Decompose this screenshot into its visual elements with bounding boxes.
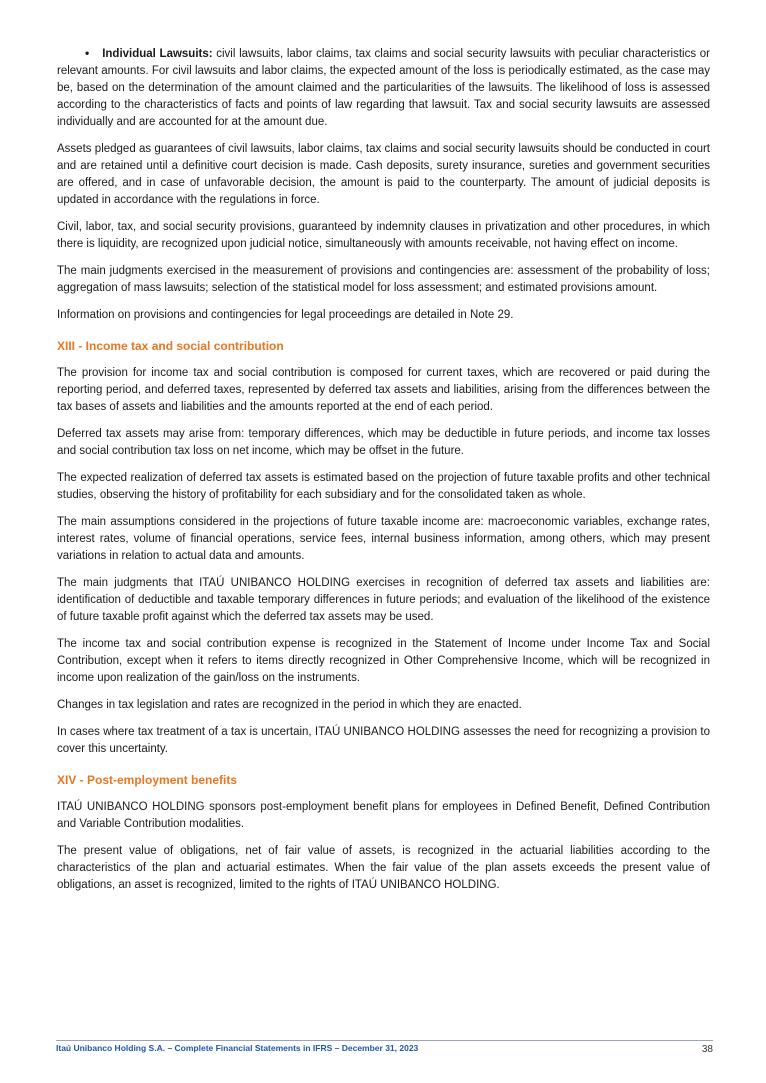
bullet-paragraph-individual-lawsuits [57,45,710,131]
paragraph-main-assumptions: The main assumptions considered in the projections of future taxable income are: macroeconomic variables, exchange rates, interest rates, volume of financial operations, service fees, internal business information, among others, which may present variations in relation to actual data and amounts. [57,516,710,562]
bullet-icon: • [85,46,90,60]
paragraph-benefit-plans-sponsorship: ITAÚ UNIBANCO HOLDING sponsors post-employment benefit plans for employees in Defined Benefit, Defined Contribution and Variable Contribution modalities. [57,801,710,830]
paragraph-tax-legislation-changes: Changes in tax legislation and rates are recognized in the period in which they are enacted. [57,699,522,711]
page-number: 38 [701,1044,713,1055]
bullet-paragraph-label: Individual Lawsuits: [102,48,213,60]
paragraph-civil-labor-provisions: Civil, labor, tax, and social security provisions, guaranteed by indemnity clauses in privatization and other procedures, in which there is liquidity, are recognized upon judicial notice, simultaneously with amounts receivable, not having effect on income. [57,221,710,250]
paragraph-income-tax-expense: The income tax and social contribution expense is recognized in the Statement of Income under Income Tax and Social Contribution, except when it refers to items directly recognized in Other Comprehensive Income, which will be recognized in income upon realization of the gain/loss on the instruments. [57,638,710,684]
paragraph-assets-pledged: Assets pledged as guarantees of civil lawsuits, labor claims, tax claims and social security lawsuits should be conducted in court and are retained until a definitive court decision is made. Cash deposits, surety insurance, sureties and government securities are offered, and in case of unfavorable decision, the amount is paid to the counterparty. The amount of judicial deposits is updated in accordance with the regulations in force. [57,143,710,206]
document-body [57,45,710,904]
bullet-paragraph-text: civil lawsuits, labor claims, tax claims and social security lawsuits with peculiar characteristics or relevant amounts. For civil lawsuits and labor claims, the expected amount of the loss is periodically estimated, as the case may be, based on the determination of the amount claimed and the particularities of the lawsuits. The likelihood of loss is assessed according to the characteristics of facts and points of law regarding that lawsuit. Tax and social security lawsuits are assessed individually and are accounted for at the amount due. [57,48,710,128]
footer-document-title: Itaú Unibanco Holding S.A. – Complete Financial Statements in IFRS – December 31, 2023 [56,1043,419,1053]
paragraph-expected-realization: The expected realization of deferred tax assets is estimated based on the projection of future taxable profits and other technical studies, observing the history of profitability for each subsidiary and for the consolidated taken as whole. [57,472,710,501]
section-heading-xiii-income-tax: XIII - Income tax and social contribution [57,339,284,353]
paragraph-uncertain-tax-treatment: In cases where tax treatment of a tax is uncertain, ITAÚ UNIBANCO HOLDING assesses the need for recognizing a provision to cover this uncertainty. [57,726,710,755]
paragraph-present-value-obligations: The present value of obligations, net of fair value of assets, is recognized in the actuarial liabilities according to the characteristics of the plan and actuarial estimates. When the fair value of the plan assets exceeds the present value of obligations, an asset is recognized, limited to the rights of ITAÚ UNIBANCO HOLDING. [57,845,710,891]
paragraph-main-judgments-deferred-tax: The main judgments that ITAÚ UNIBANCO HOLDING exercises in recognition of deferred tax assets and liabilities are: identification of deductible and taxable temporary differences in future periods; and evaluation of the likelihood of the existence of future taxable profit against which the deferred tax assets may be used. [57,577,710,623]
paragraph-note-29-reference: Information on provisions and contingencies for legal proceedings are detailed in Note 29. [57,309,514,321]
page-footer [56,1040,713,1056]
paragraph-deferred-tax-assets-arise: Deferred tax assets may arise from: temporary differences, which may be deductible in future periods, and income tax losses and social contribution tax loss on net income, which may be offset in the future. [57,428,710,457]
paragraph-provision-income-tax: The provision for income tax and social contribution is composed for current taxes, which are recovered or paid during the reporting period, and deferred taxes, represented by deferred tax assets and liabilities, arising from the differences between the tax bases of assets and liabilities and the amounts reported at the end of each period. [57,367,710,413]
section-heading-xiv-post-employment: XIV - Post-employment benefits [57,773,238,787]
paragraph-main-judgments-provisions: The main judgments exercised in the measurement of provisions and contingencies are: assessment of the probability of loss; aggregation of mass lawsuits; selection of the statistical model for loss assessment; and estimated provisions amount. [57,265,710,294]
